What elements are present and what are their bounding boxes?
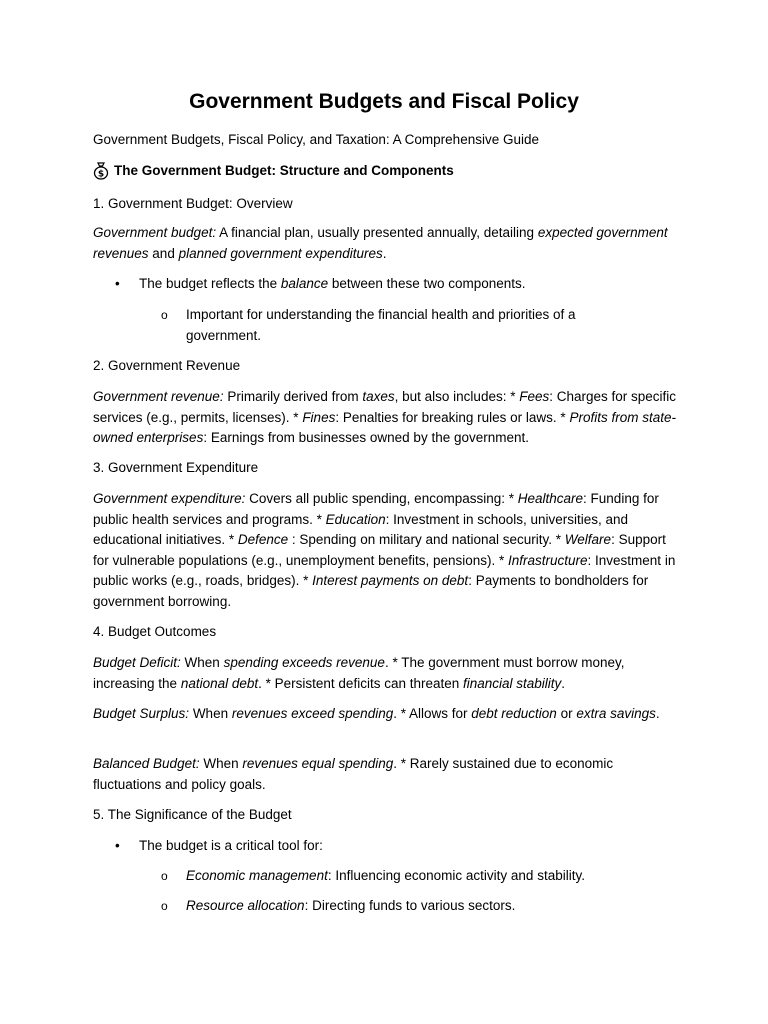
balanced-budget-paragraph: Balanced Budget: When revenues equal spending. * Rarely sustained due to economic fluctuations and policy goals. — [93, 756, 614, 792]
section-5-heading: 5. The Significance of the Budget — [93, 807, 292, 822]
section-2-heading: 2. Government Revenue — [93, 358, 241, 373]
section-4-heading: 4. Budget Outcomes — [93, 624, 217, 639]
revenue-paragraph: Government revenue: Primarily derived from taxes, but also includes: * Fees: Charges for specific services (e.g., permits, licenses). * Fines: Penalties for breaking rules or laws. * Profits from state-owned enterprises: Earnings from businesses owned by the government. — [93, 389, 677, 445]
section-3-heading: 3. Government Expenditure — [93, 460, 259, 475]
page-title: Government Budgets and Fiscal Policy — [189, 90, 579, 113]
section-heading — [93, 161, 683, 182]
section-1-heading: 1. Government Budget: Overview — [93, 196, 293, 211]
list-item: o Important for understanding the financial health and priorities of a government. — [186, 305, 626, 346]
budget-deficit-paragraph: Budget Deficit: When spending exceeds revenue. * The government must borrow money, increasing the national debt. * Persistent deficits can threaten financial stability. — [93, 655, 625, 691]
svg-text:$: $ — [97, 169, 105, 180]
list-item: o Resource allocation: Directing funds to various sectors. — [186, 896, 626, 917]
list-item: o Economic management: Influencing economic activity and stability. — [186, 866, 626, 887]
section-heading-text: The Government Budget: Structure and Components — [114, 163, 454, 178]
subtitle: Government Budgets, Fiscal Policy, and Taxation: A Comprehensive Guide — [93, 132, 539, 147]
list-item: • The budget is a critical tool for: — [139, 836, 679, 857]
expenditure-paragraph: Government expenditure: Covers all public spending, encompassing: * Healthcare: Funding for public health services and programs. * Education: Investment in schools, universities, and educational initiatives. * Defence : Spending on military and national security. * Welfare: Support for vulnerable populations (e.g., unemployment benefits, pensions). * Infrastructure: Investment in public works (e.g., roads, bridges). * Interest payments on debt: Payments to bondholders for government borrowing. — [93, 491, 676, 609]
budget-definition: Government budget: A financial plan, usually presented annually, detailing expected government revenues and planned government expenditures. — [93, 225, 668, 261]
money-bag-icon — [93, 162, 109, 180]
budget-surplus-paragraph: Budget Surplus: When revenues exceed spending. * Allows for debt reduction or extra savings. — [93, 706, 660, 721]
list-item: • The budget reflects the balance between these two components. — [139, 274, 679, 295]
